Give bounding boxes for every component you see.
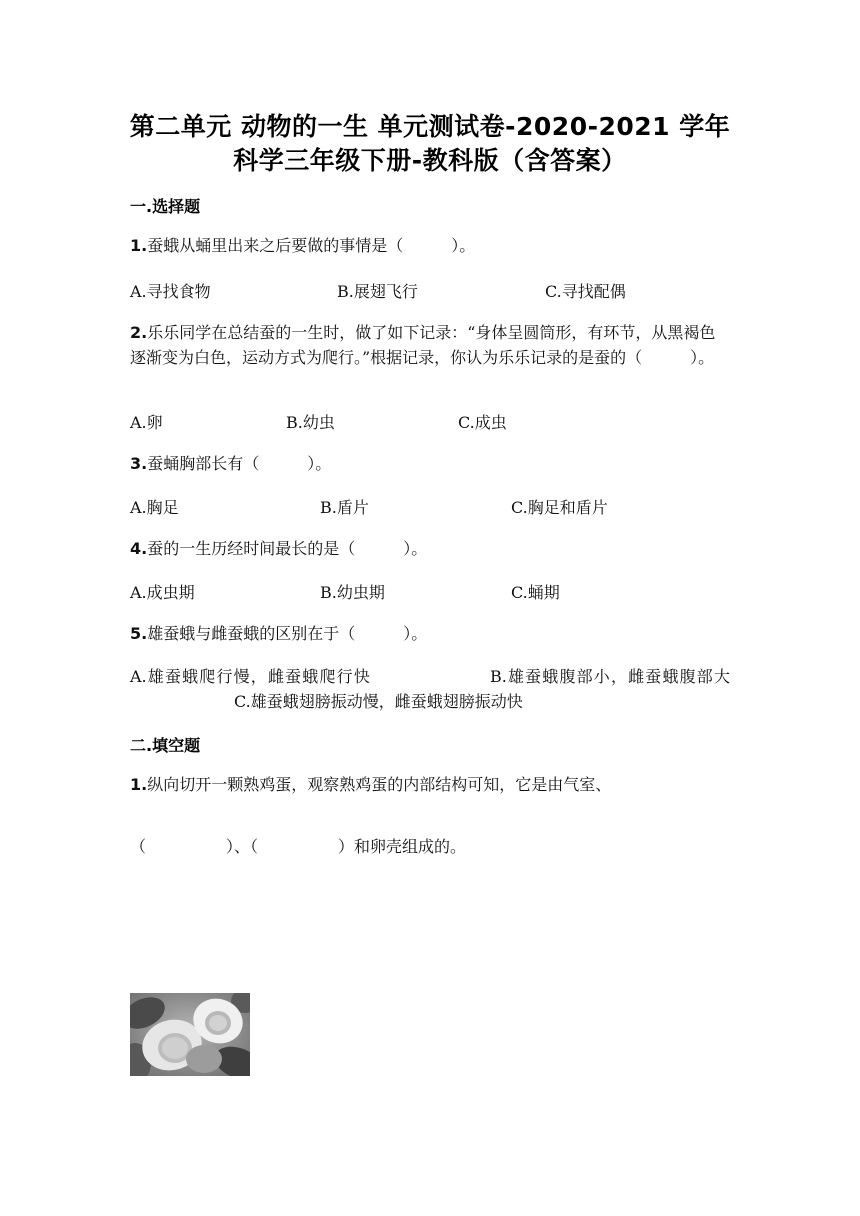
option-c[interactable]: C.雄蚕蛾翅膀振动慢，雌蚕蛾翅膀振动快 xyxy=(234,692,523,711)
question-3 xyxy=(130,451,730,476)
options-row-2 xyxy=(130,410,730,432)
question-text: 蚕蛹胸部长有（ ）。 xyxy=(147,454,332,473)
option-a[interactable]: A.成虫期 xyxy=(130,583,195,602)
option-c[interactable]: C.寻找配偶 xyxy=(545,282,626,301)
question-text: 蚕蛾从蛹里出来之后要做的事情是（ ）。 xyxy=(147,236,476,255)
question-text: 雄蚕蛾与雌蚕蛾的区别在于（ ）。 xyxy=(147,624,428,643)
question-number: 3. xyxy=(130,454,148,473)
question-text: 纵向切开一颗熟鸡蛋，观察熟鸡蛋的内部结构可知，它是由气室、 xyxy=(147,775,612,794)
question-1 xyxy=(130,233,730,258)
question-number: 2. xyxy=(130,323,148,342)
option-a[interactable]: A.雄蚕蛾爬行慢，雌蚕蛾爬行快 xyxy=(130,667,371,686)
question-4 xyxy=(130,536,730,561)
question-number: 1. xyxy=(130,775,148,794)
options-row-4 xyxy=(130,580,730,602)
page-title-line-1: 第二单元 动物的一生 单元测试卷-2020-2021 学年 xyxy=(129,112,731,141)
question-number: 5. xyxy=(130,624,148,643)
question-5 xyxy=(130,621,730,646)
option-b[interactable]: B.盾片 xyxy=(320,498,369,517)
option-a[interactable]: A.胸足 xyxy=(130,498,179,517)
question-2 xyxy=(130,320,730,370)
options-block-5 xyxy=(130,664,730,714)
page-title-line-2: 科学三年级下册-教科版（含答案） xyxy=(233,146,627,175)
option-b[interactable]: B.幼虫 xyxy=(286,413,335,432)
question-number: 1. xyxy=(130,236,148,255)
question-text: 乐乐同学在总结蚕的一生时，做了如下记录：“身体呈圆筒形，有环节，从黑褐色逐渐变为白色，运动方式为爬行。”根据记录，你认为乐乐记录的是蚕的（ ）。 xyxy=(130,323,716,367)
question-text: 蚕的一生历经时间最长的是（ ）。 xyxy=(147,539,428,558)
fill-question-1 xyxy=(130,772,730,797)
option-c[interactable]: C.胸足和盾片 xyxy=(511,498,608,517)
option-a[interactable]: A.寻找食物 xyxy=(130,282,211,301)
cut-boiled-egg-photo xyxy=(130,993,250,1076)
option-a[interactable]: A.卵 xyxy=(130,413,163,432)
option-b[interactable]: B.雄蚕蛾腹部小，雌蚕蛾腹部大 xyxy=(489,667,730,686)
fill-blank-line[interactable]: （ ）、（ ）和卵壳组成的。 xyxy=(130,837,467,856)
option-b[interactable]: B.展翅飞行 xyxy=(337,282,418,301)
option-b[interactable]: B.幼虫期 xyxy=(320,583,385,602)
section-heading-choice: 一.选择题 xyxy=(130,197,201,216)
question-number: 4. xyxy=(130,539,148,558)
option-c[interactable]: C.蛹期 xyxy=(511,583,560,602)
options-row-1 xyxy=(130,279,730,301)
section-heading-fill: 二.填空题 xyxy=(130,736,201,755)
options-row-3 xyxy=(130,495,730,517)
option-c[interactable]: C.成虫 xyxy=(458,413,507,432)
